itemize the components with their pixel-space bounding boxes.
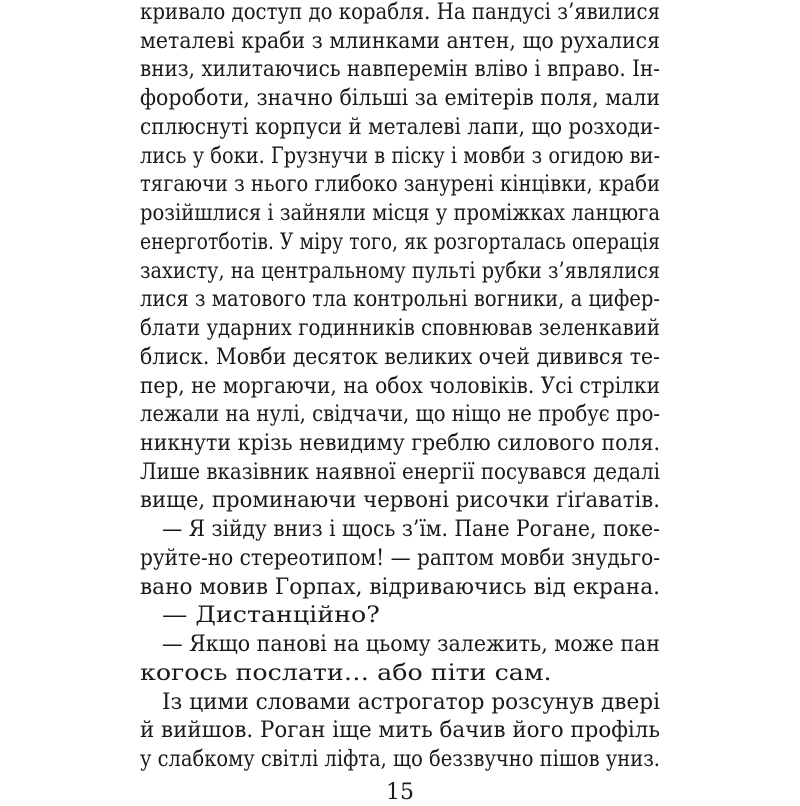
text-line: розійшлися і зайняли місця у проміжках ланцюга (140, 201, 660, 227)
text-line: фороботи, значно більші за емітерів поля, мали (140, 86, 660, 112)
text-line: енерготботів. У міру того, як розгорталась операція (140, 229, 660, 255)
text-line: вище, проминаючи червоні рисочки ґіґаватів. (140, 488, 660, 514)
paragraph-start-line: Із цими словами астрогатор розсунув двері (162, 689, 660, 715)
text-line: у слабкому світлі ліфта, що беззвучно пішов униз. (140, 747, 660, 772)
text-line: вниз, хилитаючись навперемін вліво і вправо. Ін- (140, 57, 660, 83)
text-line: лежали на нулі, свідчачи, що ніщо не пробує про- (140, 402, 660, 428)
text-line: никнути крізь невидиму греблю силового поля. (140, 430, 660, 456)
text-line: блиск. Мовби десяток великих очей дивився те- (140, 344, 660, 370)
text-line: тягаючи з нього глибоко занурені кінцівки, краби (140, 172, 660, 198)
text-line: кривало доступ до корабля. На пандусі з’явилися (140, 0, 660, 25)
text-line: захисту, на центральному пульті рубки з’являлися (140, 258, 660, 284)
text-line: пер, не моргаючи, на обох чоловіків. Усі стрілки (140, 373, 660, 399)
text-line: й вийшов. Роган іще мить бачив його профіль (140, 718, 660, 744)
text-line: когось послати… або піти сам. (140, 660, 552, 686)
text-line: лися з матового тла контрольні вогники, а цифер- (140, 287, 660, 313)
text-line: сплюснуті корпуси й металеві лапи, що розходи- (140, 114, 660, 140)
page-number: 15 (386, 780, 414, 805)
text-line: руйте-но стереотипом! — раптом мовби знудьго- (140, 545, 660, 571)
dialogue-line: — Дистанційно? (162, 603, 380, 629)
dialogue-line: — Якщо панові на цьому залежить, може пан (162, 632, 660, 658)
dialogue-line: — Я зійду вниз і щось з’їм. Пане Рогане, поке- (162, 517, 660, 543)
text-line: лись у боки. Грузнучи в піску і мовби з огидою ви- (140, 143, 660, 169)
text-line: Лише вказівник наявної енергії посувався дедалі (140, 459, 660, 485)
text-line: блати ударних годинників сповнював зеленкавий (140, 316, 660, 342)
text-line: вано мовив Горпах, відриваючись від екрана. (140, 574, 660, 600)
text-line: металеві краби з млинками антен, що рухалися (140, 28, 660, 54)
